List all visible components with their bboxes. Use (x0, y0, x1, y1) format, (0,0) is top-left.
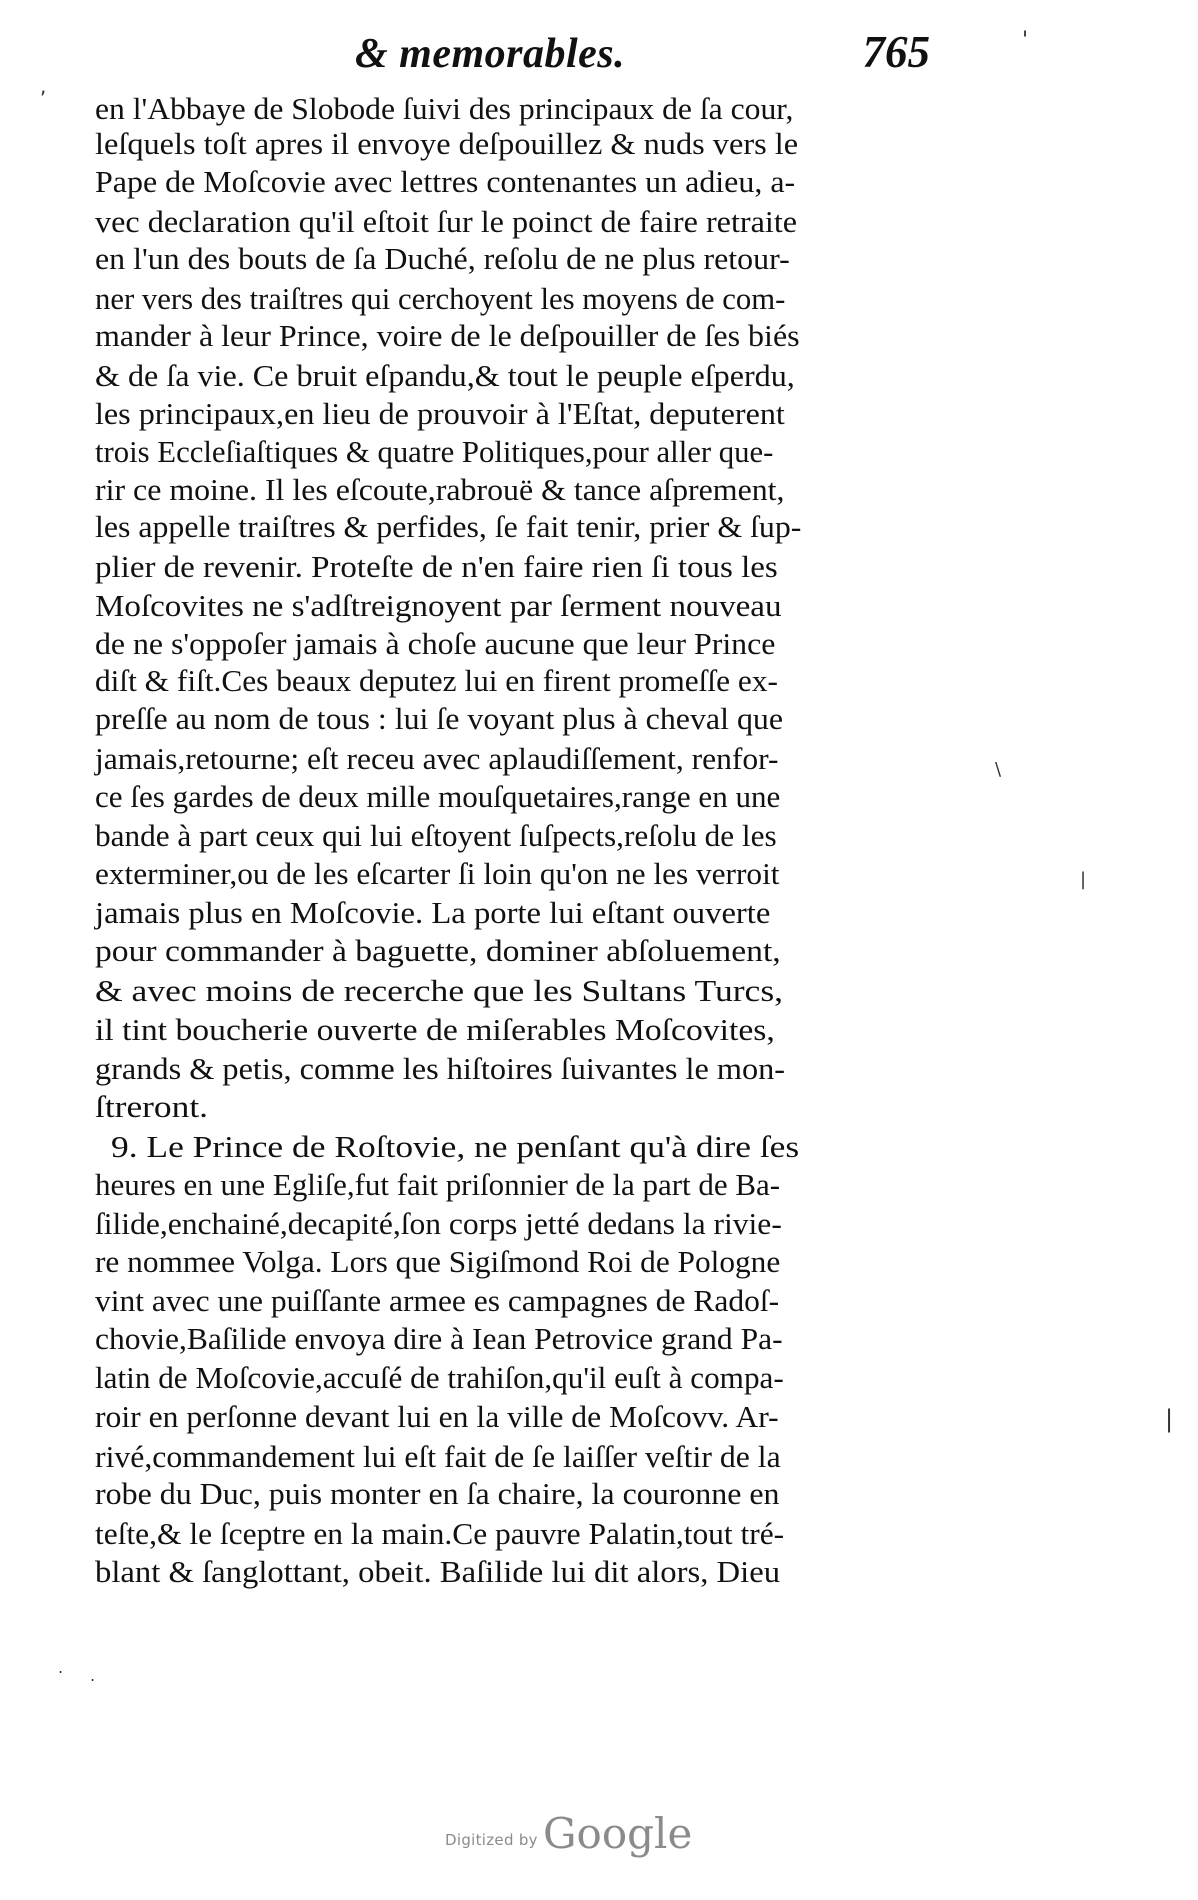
text-line: les appelle traiſtres & perfides, ſe fait tenir, prier & ſup- (95, 509, 802, 544)
google-label: Google (543, 1809, 693, 1858)
text-line: de ne s'oppoſer jamais à choſe aucune que leur Prince (95, 626, 776, 661)
page-number: 765 (862, 27, 930, 77)
text-line: blant & ſanglottant, obeit. Baſilide lui dit alors, Dieu (95, 1554, 781, 1589)
margin-mark-right-top: ' (1022, 28, 1029, 53)
text-line: bande à part ceux qui lui eſtoyent ſuſpects,reſolu de les (95, 818, 777, 853)
text-line: il tint boucherie ouverte de miſerables Moſcovites, (95, 1012, 775, 1047)
text-line: teſte,& le ſceptre en la main.Ce pauvre Palatin,tout tré- (95, 1516, 785, 1551)
text-line: robe du Duc, puis monter en ſa chaire, la couronne en (95, 1476, 780, 1511)
text-line: ce ſes gardes de deux mille mouſquetaires,range en une (95, 779, 781, 814)
text-line: & de ſa vie. Ce bruit eſpandu,& tout le peuple eſperdu, (95, 358, 795, 393)
text-line: les principaux,en lieu de prouvoir à l'Eſtat, deputerent (95, 396, 785, 431)
digitized-label: Digitized by (445, 1831, 538, 1849)
text-line: pour commander à baguette, dominer abſoluement, (95, 933, 781, 968)
text-line: heures en une Egliſe,fut fait priſonnier de la part de Ba- (95, 1167, 781, 1202)
main-text-block (95, 90, 950, 1650)
text-line: & avec moins de recerche que les Sultans Turcs, (95, 973, 784, 1008)
text-line: grands & petis, comme les hiſtoires ſuivantes le mon- (95, 1051, 786, 1086)
text-line: leſquels toſt apres il envoye deſpouillez & nuds vers le (95, 126, 799, 161)
running-title: & memorables. (355, 31, 626, 77)
text-line: ſtreront. (95, 1089, 208, 1124)
text-line: plier de revenir. Proteſte de n'en faire rien ſi tous les (95, 549, 778, 584)
text-line: latin de Moſcovie,accuſé de trahiſon,qu'il euſt à compa- (95, 1360, 784, 1395)
text-line: re nommee Volga. Lors que Sigiſmond Roi de Pologne (95, 1244, 781, 1279)
text-line: Moſcovites ne s'adſtreignoyent par ſerment nouveau (95, 588, 782, 623)
text-line: diſt & fiſt.Ces beaux deputez lui en firent promeſſe ex- (95, 663, 778, 698)
text-line: 9. Le Prince de Roſtovie, ne penſant qu'à dire ſes (111, 1129, 800, 1164)
text-line: chovie,Baſilide envoya dire à Iean Petrovice grand Pa- (95, 1321, 783, 1356)
margin-mark-right-bottom: | (1165, 1405, 1174, 1433)
text-line: mander à leur Prince, voire de le deſpouiller de ſes biés (95, 318, 800, 353)
running-head (355, 26, 930, 86)
text-line: en l'un des bouts de ſa Duché, reſolu de ne plus retour- (95, 241, 790, 276)
text-line: trois Eccleſiaſtiques & quatre Politiques,pour aller que- (95, 434, 774, 469)
text-line: rir ce moine. Il les eſcoute,rabrouë & tance aſprement, (95, 472, 785, 507)
text-line: ner vers des traiſtres qui cerchoyent les moyens de com- (95, 281, 786, 316)
margin-mark-right-middle: \ (995, 759, 1002, 780)
text-line: Pape de Moſcovie avec lettres contenantes un adieu, a- (95, 164, 796, 199)
text-line: jamais,retourne; eſt receu avec aplaudiſſement, renfor- (95, 741, 779, 776)
text-line: exterminer,ou de les eſcarter ſi loin qu'on ne les verroit (95, 856, 780, 891)
text-line: ſilide,enchainé,decapité,ſon corps jetté dedans la rivie- (95, 1206, 782, 1241)
text-line: vint avec une puiſſante armee es campagnes de Radoſ- (95, 1283, 780, 1318)
margin-mark-bottom-left: . (58, 1658, 64, 1677)
text-line: preſſe au nom de tous : lui ſe voyant plus à cheval que (95, 701, 784, 736)
text-line: roir en perſonne devant lui en la ville de Moſcovv. Ar- (95, 1399, 779, 1434)
text-line: vec declaration qu'il eſtoit ſur le poinct de faire retraite (95, 204, 798, 239)
margin-mark-bottom-left-two: . (90, 1666, 96, 1685)
margin-mark-left-top: , (40, 74, 47, 98)
text-line: en l'Abbaye de Slobode ſuivi des principaux de ſa cour, (95, 91, 794, 126)
text-line: rivé,commandement lui eſt fait de ſe laiſſer veſtir de la (95, 1439, 781, 1474)
text-line: jamais plus en Moſcovie. La porte lui eſtant ouverte (95, 895, 771, 930)
margin-mark-right-lower: | (1080, 869, 1087, 890)
google-digitized-watermark (435, 1807, 715, 1862)
